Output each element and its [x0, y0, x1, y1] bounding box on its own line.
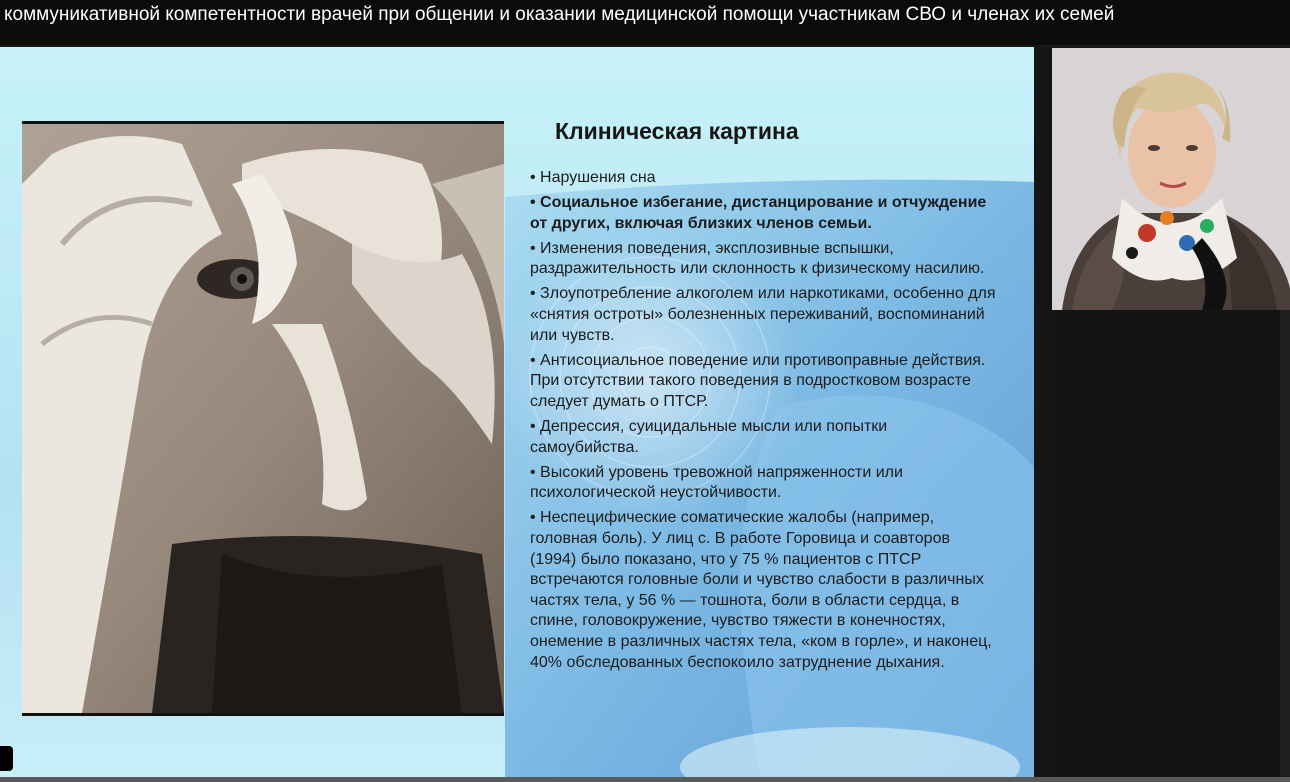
slide-view [0, 47, 1034, 777]
page-title: коммуникативной компетентности врачей при общении и оказании медицинской помощи участникам СВО и членах их семей [4, 4, 1115, 25]
symptom-item: • Антисоциальное поведение или противоправные действия. При отсутствии такого поведения в подростковом возрасте следует думать о ПТСР. [530, 351, 986, 410]
symptom-item: • Высокий уровень тревожной напряженности или психологической неустойчивости. [530, 463, 903, 502]
playback-progress-bar[interactable] [0, 777, 1290, 782]
slide-heading: Клиническая картина [555, 118, 799, 144]
window-title-bar [0, 0, 1290, 46]
symptom-list [530, 168, 998, 678]
panel-scrollbar[interactable] [1280, 310, 1290, 780]
symptom-item: • Социальное избегание, дистанцирование и отчуждение от других, включая близких членов семьи. [530, 194, 987, 232]
symptom-item: • Депрессия, суицидальные мысли или попытки самоубийства. [530, 418, 888, 456]
symptom-item: • Неспецифические соматические жалобы (например, головная боль). У лиц с. В работе Горовица и соавторов (1994) было показано, что у 75 % пациентов с ПТСР встречаются головные боли и чувство слабости в различных частях тела, у 56 % — тошнота, боли в области сердца, в спине, головокружение, чувство тяжести в конечностях, онемение в различных частях тела, «ком в горле», и наконец, 40% обследованных беспокоило затруднение дыхания. [530, 509, 992, 671]
presentation-stage [0, 47, 1290, 782]
symptom-item: • Изменения поведения, эксплозивные вспышки, раздражительность или склонность к физическому насилию. [530, 239, 985, 278]
distressed-man-photo [22, 121, 504, 716]
speaker-video-feed [1052, 48, 1290, 310]
symptom-item: • Нарушения сна [530, 169, 656, 186]
participants-panel [1052, 310, 1290, 782]
symptom-item: • Злоупотребление алкоголем или наркотиками, особенно для «снятия остроты» болезненных переживаний, воспоминаний или чувств. [530, 285, 996, 344]
sidebar-toggle-button[interactable] [0, 746, 13, 771]
